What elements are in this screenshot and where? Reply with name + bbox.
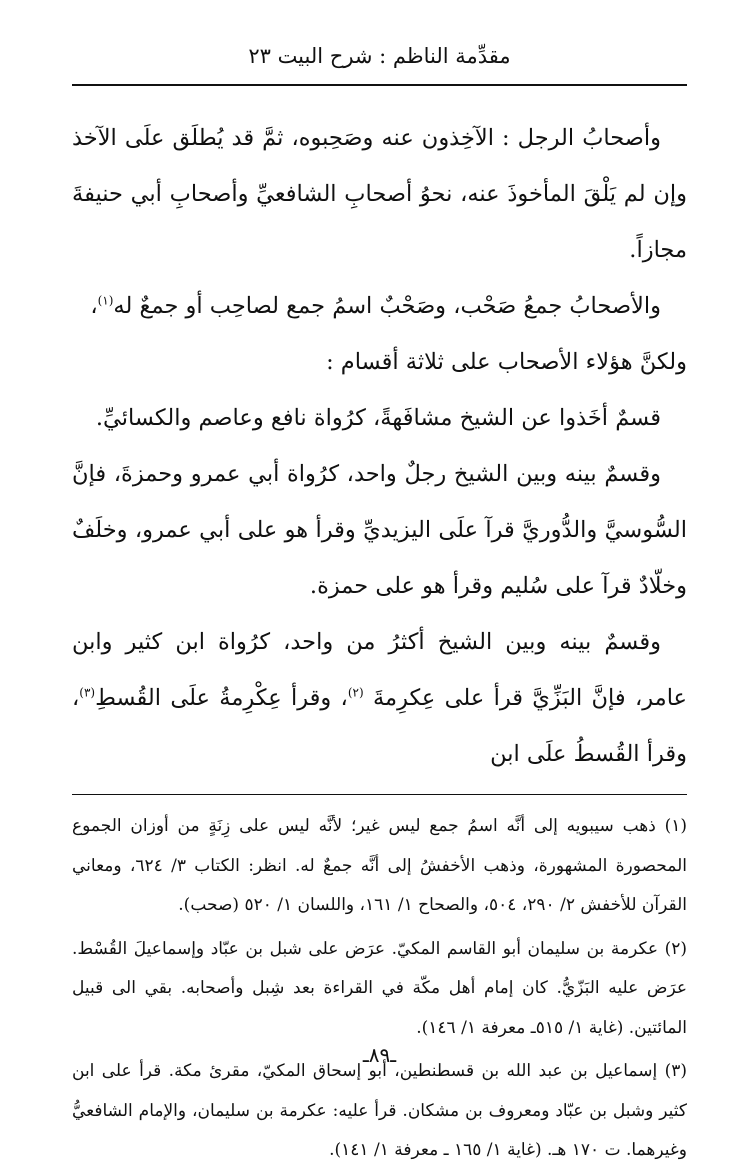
running-header: مقدِّمة الناظم : شرح البيت ٢٣: [72, 40, 687, 86]
paragraph-2-end: ،: [90, 293, 98, 319]
footnote-3: (٣) إسماعيل بن عبد الله بن قسطنطين، أبو إسحاق المكيّ، مقرئ مكة. قرأ على ابن كثير وشبل بن عبّاد ومعروف بن مشكان. قرأ عليه: عكرمة بن سليمان، والإمام الشافعيُّ وغيرهما. ت ١٧٠ هـ. (غاية ١/ ١٦٥ ـ معرفة ١/ ١٤١).: [72, 1061, 687, 1160]
paragraph-6-part-a: وقسمٌ بينه وبين الشيخ أكثرُ من واحد، كرُواة ابن كثير وابن عامر، فإنَّ البَزِّيَّ قرأ على عِكرِمةَ: [72, 629, 687, 711]
paragraph-2: [72, 278, 687, 334]
book-page: [72, 40, 687, 1160]
page-number: ـ٨٩ـ: [362, 1043, 397, 1067]
paragraph-4: قسمٌ أخَذوا عن الشيخ مشافَهةً، كرُواة نافع وعاصم والكسائيِّ.: [95, 405, 661, 431]
footnote-ref-2: (٢): [347, 685, 364, 700]
footnote-1: (١) ذهب سيبويه إلى أنَّه اسمُ جمع ليس غير؛ لأنَّه ليس على زِنَةٍ من أوزان الجموع المحصورة المشهورة، وذهب الأخفشُ إلى أنَّه جمعٌ له. انظر: الكتاب ٣/ ٦٢٤، ومعاني القرآن للأخفش ٢/ ٢٩٠، ٥٠٤، والصحاح ١/ ١٦١، واللسان ١/ ٥٢٠ (صحب).: [72, 816, 687, 915]
paragraph-3: ولكنَّ هؤلاء الأصحاب على ثلاثة أقسام :: [326, 349, 687, 375]
footnote-ref-1: (١): [97, 293, 114, 308]
footnote-separator: [72, 794, 687, 795]
paragraph-6-part-c: ، وقرأ القُسطُ علَى ابن: [72, 685, 687, 767]
paragraph-2-text: والأصحابُ جمعُ صَحْب، وصَحْبٌ اسمُ جمع لصاحِب أو جمعٌ له: [113, 293, 661, 319]
footnote-2: (٢) عكرمة بن سليمان أبو القاسم المكيّ. عرَض على شبل بن عبّاد وإسماعيلَ القُسْط. عرَض عليه البَزّيُّ. كان إمام أهل مكّة في القراءة بعد شِبل وأصحابه. بقي الى قبيل المائتين. (غاية ١/ ٥١٥ـ معرفة ١/ ١٤٦).: [72, 938, 687, 1038]
paragraph-6: [72, 614, 687, 782]
main-text: [72, 110, 687, 782]
footnote-ref-3: (٣): [79, 685, 96, 700]
footnotes: [72, 807, 687, 1171]
paragraph-6-part-b: ، وقرأ عِكْرِمةُ علَى القُسطِ: [95, 685, 348, 711]
paragraph-1: وأصحابُ الرجل : الآخِذون عنه وصَحِبوه، ثمَّ قد يُطلَق علَى الآخذ وإن لم يَلْقَ المأخوذَ عنه، نحوُ أصحابِ الشافعيِّ وأصحابِ أبي حنيفةَ مجازاً.: [72, 125, 687, 263]
paragraph-5: وقسمٌ بينه وبين الشيخ رجلٌ واحد، كرُواة أبي عمرو وحمزةَ، فإنَّ السُّوسيَّ والدُّوريَّ قرآ علَى اليزيديِّ وقرأ هو على أبي عمرو، وخلَفٌ وخلّادٌ قرآ على سُليم وقرأ هو على حمزة.: [72, 461, 687, 599]
